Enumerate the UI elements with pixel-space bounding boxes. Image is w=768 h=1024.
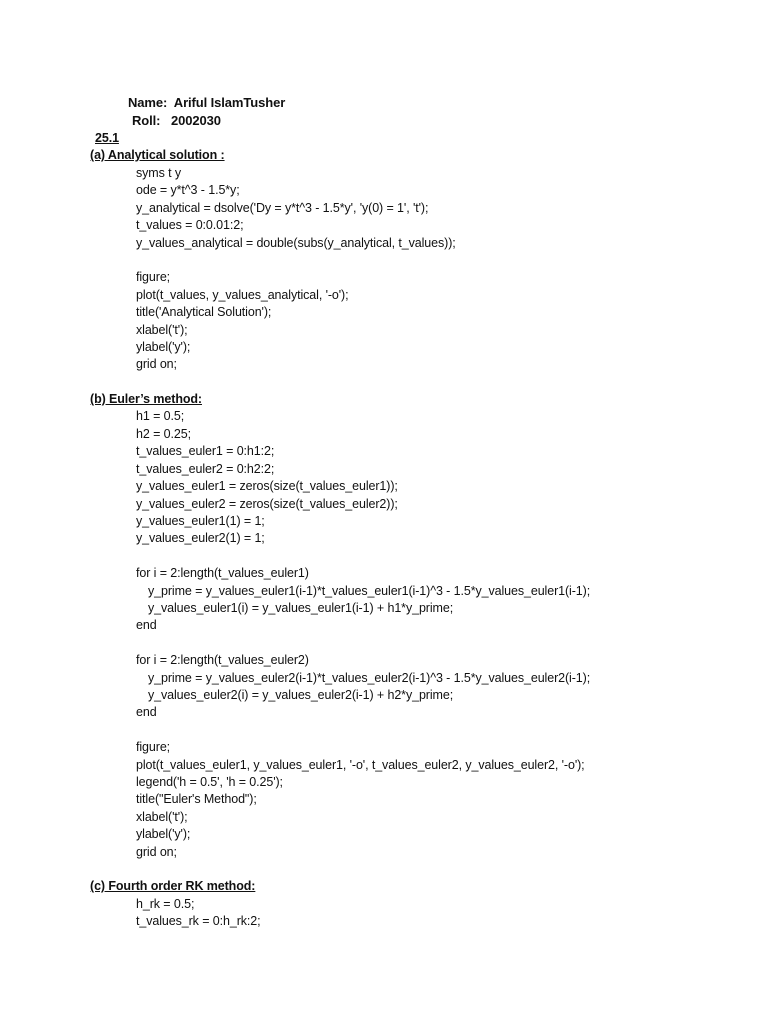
code-line: for i = 2:length(t_values_euler2): [136, 653, 309, 667]
code-line: t_values_euler1 = 0:h1:2;: [136, 444, 275, 458]
code-line: end: [136, 618, 157, 632]
code-line: ylabel('y');: [136, 827, 191, 841]
roll-line: [132, 112, 221, 130]
code-line: syms t y: [136, 166, 182, 180]
code-line: y_values_euler2(i) = y_values_euler2(i-1) + h2*y_prime;: [148, 688, 454, 702]
code-line: h2 = 0.25;: [136, 427, 191, 441]
code-line: plot(t_values_euler1, y_values_euler1, '-o', t_values_euler2, y_values_euler2, '-o');: [136, 758, 585, 772]
code-line: t_values = 0:0.01:2;: [136, 218, 244, 232]
code-line: title('Analytical Solution');: [136, 305, 272, 319]
code-line: figure;: [136, 740, 171, 754]
code-line: y_values_euler2(1) = 1;: [136, 531, 265, 545]
code-line: y_prime = y_values_euler2(i-1)*t_values_euler2(i-1)^3 - 1.5*y_values_euler2(i-1);: [148, 671, 591, 685]
code-line: grid on;: [136, 845, 177, 859]
roll-value: 2002030: [170, 113, 221, 128]
roll-label: Roll:: [132, 113, 161, 128]
code-line: plot(t_values, y_values_analytical, '-o');: [136, 288, 349, 302]
code-line: h_rk = 0.5;: [136, 897, 195, 911]
code-line: ylabel('y');: [136, 340, 191, 354]
code-line: t_values_rk = 0:h_rk:2;: [136, 914, 261, 928]
name-label: Name:: [128, 95, 168, 110]
section-c-title: (c) Fourth order RK method:: [90, 879, 256, 893]
code-line: y_values_euler1 = zeros(size(t_values_euler1));: [136, 479, 398, 493]
name-line: [128, 94, 285, 112]
code-line: ode = y*t^3 - 1.5*y;: [136, 183, 240, 197]
code-line: h1 = 0.5;: [136, 409, 185, 423]
section-a-title: (a) Analytical solution :: [90, 148, 225, 162]
code-line: y_analytical = dsolve('Dy = y*t^3 - 1.5*y', 'y(0) = 1', 't');: [136, 201, 429, 215]
problem-number: 25.1: [95, 131, 119, 145]
code-line: y_values_euler1(i) = y_values_euler1(i-1) + h1*y_prime;: [148, 601, 454, 615]
code-line: xlabel('t');: [136, 323, 188, 337]
code-line: title("Euler's Method");: [136, 792, 257, 806]
code-line: t_values_euler2 = 0:h2:2;: [136, 462, 275, 476]
code-line: grid on;: [136, 357, 177, 371]
code-line: xlabel('t');: [136, 810, 188, 824]
code-line: legend('h = 0.5', 'h = 0.25');: [136, 775, 283, 789]
section-b-title: (b) Euler’s method:: [90, 392, 202, 406]
code-line: y_values_euler1(1) = 1;: [136, 514, 265, 528]
code-line: figure;: [136, 270, 171, 284]
code-line: y_values_euler2 = zeros(size(t_values_euler2));: [136, 497, 398, 511]
code-line: y_prime = y_values_euler1(i-1)*t_values_euler1(i-1)^3 - 1.5*y_values_euler1(i-1);: [148, 584, 591, 598]
code-line: for i = 2:length(t_values_euler1): [136, 566, 309, 580]
code-line: end: [136, 705, 157, 719]
code-line: y_values_analytical = double(subs(y_analytical, t_values));: [136, 236, 456, 250]
name-value: Ariful IslamTusher: [173, 95, 286, 110]
